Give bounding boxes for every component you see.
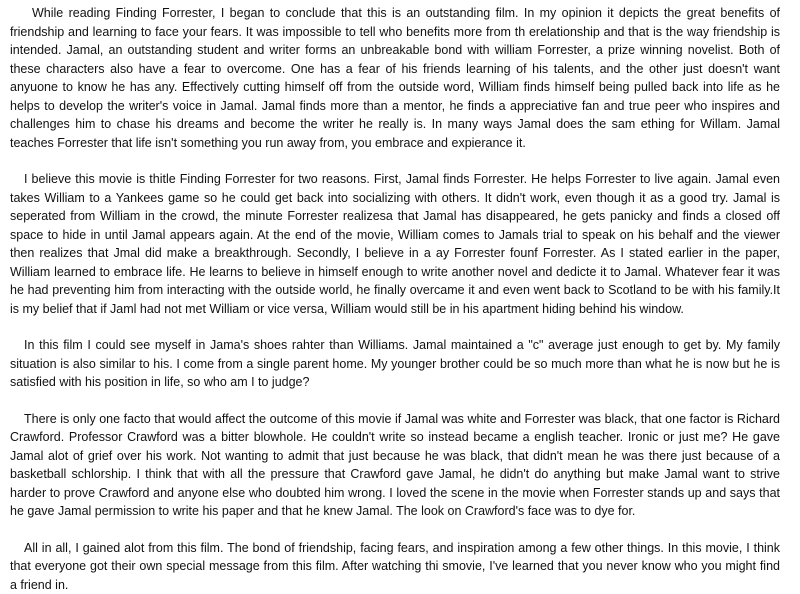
paragraph-personal-connection: In this film I could see myself in Jama's shoes rahter than Williams. Jamal maintained a "c" average just enough to get by. My family situation is also similar to his. I come from a single parent home. My younger brother could be so much more than what he is now but he is satisfied with his position in life, so who am I to judge? <box>10 338 780 389</box>
paragraph-crawford: There is only one facto that would affect the outcome of this movie if Jamal was white and Forrester was black, that one factor is Richard Crawford. Professor Crawford was a bitter blowhole. He couldn't write so instead became a english teacher. Ironic or just me? He gave Jamal alot of grief over his work. Not wanting to admit that just because he was black, that didn't mean he was there just because of a basketball schlorship. I think that with all the pressure that Crawford gave Jamal, he didn't do anything but make Jamal want to strive harder to prove Crawford and anyone else who doubted him wrong. I loved the scene in the movie when Forrester stands up and says that he gave Jamal permission to write his paper and that he knew Jamal. The look on Crawford's face was to dye for. <box>10 411 780 518</box>
paragraph-title-reasons: I believe this movie is thitle Finding Forrester for two reasons. First, Jamal finds Forrester. He helps Forrester to live again. Jamal even takes William to a Yankees game so he could get back into socializing with others. It didn't work, even though it as a good try. Jamal is seperated from William in the crowd, the minute Forrester realizesa that Jamal has disappeared, he gets panicky and finds a closed off space to hide in until Jamal appears again. At the end of the movie, William comes to Jamals trial to speak on his behalf and the viewer then realizes that Jmal did make a breakthrough. Secondly, I believe in a ay Forrester founf Forrester. As I stated earlier in the paper, William learned to embrace life. He learns to believe in himself enough to write another novel and dedicte it to Jamal. Whatever fear it was he had preventing him from interacting with the outside world, he finally overcame it and even went back to Scotland to be with his family.It is my belief that if Jaml had not met William or vice versa, William would still be in his apartment hiding behind his window. <box>10 172 780 316</box>
paragraph-intro: While reading Finding Forrester, I began to conclude that this is an outstanding film. In my opinion it depicts the great benefits of friendship and learning to face your fears. It was impossible to tell who benefits more from th erelationship and that is the way friendship is intended. Jamal, an outstanding student and writer forms an unbreakable bond with william Forrester, a prize winning novelist. Both of these characters also have a fear to overcome. One has a fear of his friends learning of his talents, and the other just doesn't want anyuone to know he has any. Effectively cutting himself off from the outside word, William finds himself being pulled back into life as he helps to develop the writer's voice in Jamal. Jamal finds more than a mentor, he finds a appreciative fan and true peer who inspires and challenges him to chase his dreams and become the writer he really is. In many ways Jamal does the sam ething for Willam. Jamal teaches Forrester that life isn't something you run away from, you embrace and expierance it. <box>10 6 780 150</box>
paragraph-conclusion: All in all, I gained alot from this film. The bond of friendship, facing fears, and inspiration among a few other things. In this movie, I think that everyone got their own special message from this film. After watching thi smovie, I've learned that you never know who you might find a friend in. <box>10 540 780 592</box>
